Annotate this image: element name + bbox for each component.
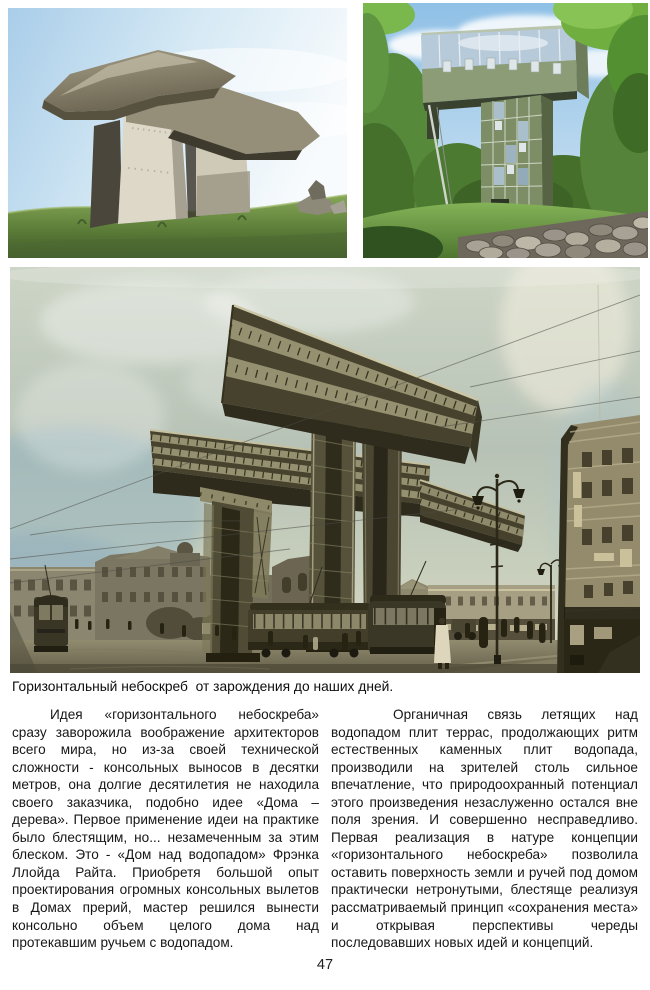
photo-tower-house — [363, 3, 648, 258]
figure-caption: Горизонтальный небоскреб от зарождения до наших дней. — [12, 679, 394, 694]
page-number: 47 — [316, 957, 334, 973]
photo-horizontal-skyscraper-montage — [10, 267, 640, 673]
tower-house-illustration — [363, 3, 648, 258]
wolkenbugel-illustration — [10, 267, 640, 673]
dolmen-illustration — [8, 8, 347, 258]
photo-dolmen — [8, 8, 347, 258]
article-column-left: Идея «горизонтального небоскреба» сразу заворожила воображение архитекторов всего мира, но из-за своей технической сложности - консольных выносов в десятки метров, она долгие десятилетия не находила своего заказчика, подобно идее «Дома – дерева». Первое применение идеи на практике было блестящим, но... незамеченным за этим блеском. Это - «Дом над водопадом» Фрэнка Ллойда Райта. Приобретя большой опыт проектирования огромных консольных вылетов в Домах прерий, мастер решился вынести консольно объем целого дома над протекавшим ручьем с водопадом. — [12, 707, 319, 951]
article-column-right: Органичная связь летящих над водопадом плит террас, продолжающих ритм естественных каменных плит водопада, производили на зрителей столь сильное впечатление, что природоохранный потенциал этого произведения незаслуженно остался вне поля зрения. И совершенно несправедливо. Первая реализация в натуре концепции «горизонтального небоскреба» позволила оставить поверхность земли и ручей под домом практически нетронутыми, блестяще реализуя рассматриваемый принцип «сохранения места» и открывая перспективы череды последовавших новых идей и концепций. — [331, 707, 638, 951]
